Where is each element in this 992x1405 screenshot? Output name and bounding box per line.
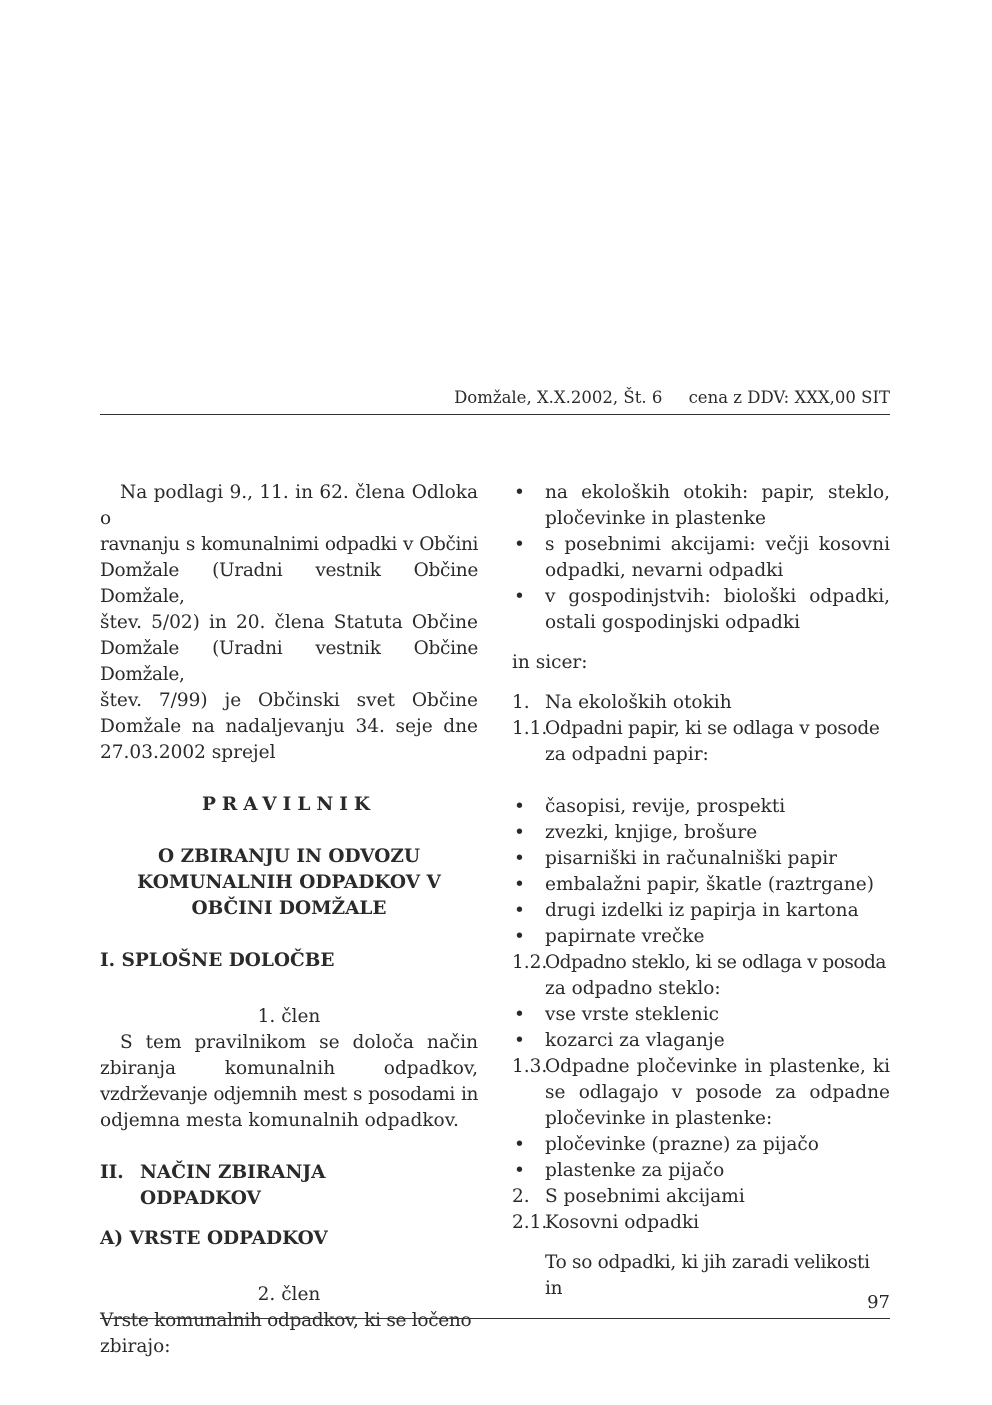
intro-line: 27.03.2002 sprejel <box>100 742 276 763</box>
intro-paragraph <box>100 480 478 766</box>
numbered-item-2-1: 2.1. Kosovni odpadki <box>512 1212 700 1233</box>
list-item: • papirnate vrečke <box>512 924 890 950</box>
closing-line: To so odpadki, ki jih zaradi velikosti in <box>545 1252 870 1299</box>
list-item: • pločevinke (prazne) za pijačo <box>512 1132 890 1158</box>
article-2-line: Vrste komunalnih odpadkov, ki se ločeno <box>100 1310 472 1331</box>
list-item: • pisarniški in računalniški papir <box>512 846 890 872</box>
can-items-list <box>512 1132 890 1184</box>
page-number: 97 <box>867 1292 890 1313</box>
numbered-item-1-1: 1.1. Odpadni papir, ki se odlaga v posode za odpadni papir: <box>512 718 880 765</box>
list-item: • s posebnimi akcijami: večji kosovni odpadki, nevarni odpadki <box>512 532 890 584</box>
numbered-item-1: 1. Na ekoloških otokih <box>512 692 732 713</box>
numbered-item-1-2: 1.2. Odpadno steklo, ki se odlaga v posoda za odpadno steklo: <box>512 952 886 999</box>
section-heading-1: I. SPLOŠNE DOLOČBE <box>100 950 335 971</box>
intro-line: Domžale na nadaljevanju 34. seje dne <box>100 716 478 737</box>
footer-rule <box>100 1318 890 1319</box>
section-heading-2 <box>100 1160 478 1212</box>
article-heading-2: 2. člen <box>257 1284 321 1305</box>
left-column <box>100 480 478 1360</box>
section-2-line: ODPADKOV <box>140 1188 261 1209</box>
list-item: • v gospodinjstvih: biološki odpadki, ostali gospodinjski odpadki <box>512 584 890 636</box>
article-1-line: S tem pravilnikom se določa način <box>120 1032 478 1053</box>
article-1-line: odjemna mesta komunalnih odpadkov. <box>100 1110 459 1131</box>
intro-line: Domžale (Uradni vestnik Občine Domžale, <box>100 638 478 685</box>
document-title: PRAVILNIK <box>202 794 376 815</box>
article-2-text <box>100 1308 478 1360</box>
intro-line: ravnanju s komunalnimi odpadki v Občini <box>100 534 478 555</box>
intro-line: štev. 5/02) in 20. člena Statuta Občine <box>100 612 478 633</box>
price-info: cena z DDV: XXX,00 SIT <box>688 388 890 407</box>
numbered-item-2: 2. S posebnimi akcijami <box>512 1186 745 1207</box>
header-rule <box>100 414 890 415</box>
subsection-heading-a: A) VRSTE ODPADKOV <box>100 1228 328 1249</box>
article-2-line: zbirajo: <box>100 1336 171 1357</box>
list-item: • plastenke za pijačo <box>512 1158 890 1184</box>
document-subtitle <box>100 844 478 922</box>
article-1-line: vzdrževanje odjemnih mest s posodami in <box>100 1084 478 1105</box>
numbered-item-1-3: 1.3. Odpadne pločevinke in plastenke, ki se odlagajo v posode za odpadne pločevinke in plastenke: <box>512 1056 890 1129</box>
list-item: • kozarci za vlaganje <box>512 1028 890 1054</box>
collection-methods-list <box>512 480 890 636</box>
intro-line: Domžale (Uradni vestnik Občine Domžale, <box>100 560 478 607</box>
article-heading-1: 1. člen <box>257 1006 321 1027</box>
list-item: • zvezki, knjige, brošure <box>512 820 890 846</box>
section-2-line: NAČIN ZBIRANJA <box>140 1162 326 1183</box>
paper-items-list <box>512 794 890 950</box>
intro-line: Na podlagi 9., 11. in 62. člena Odloka o <box>100 482 478 529</box>
right-column <box>512 480 890 1302</box>
section-2-number: II. <box>100 1162 124 1183</box>
list-item: • drugi izdelki iz papirja in kartona <box>512 898 890 924</box>
subtitle-line: KOMUNALNIH ODPADKOV V <box>137 872 441 893</box>
article-1-text <box>100 1030 478 1134</box>
subtitle-line: O ZBIRANJU IN ODVOZU <box>158 846 420 867</box>
article-1-line: zbiranja komunalnih odpadkov, <box>100 1058 478 1079</box>
issue-info: Domžale, X.X.2002, Št. 6 <box>454 388 663 407</box>
list-item: • na ekoloških otokih: papir, steklo, pločevinke in plastenke <box>512 480 890 532</box>
list-item: • časopisi, revije, prospekti <box>512 794 890 820</box>
glass-items-list <box>512 1002 890 1054</box>
running-header <box>100 388 890 407</box>
list-item: • vse vrste steklenic <box>512 1002 890 1028</box>
in-sicer-text: in sicer: <box>512 652 588 673</box>
intro-line: štev. 7/99) je Občinski svet Občine <box>100 690 478 711</box>
subtitle-line: OBČINI DOMŽALE <box>191 898 387 919</box>
list-item: • embalažni papir, škatle (raztrgane) <box>512 872 890 898</box>
